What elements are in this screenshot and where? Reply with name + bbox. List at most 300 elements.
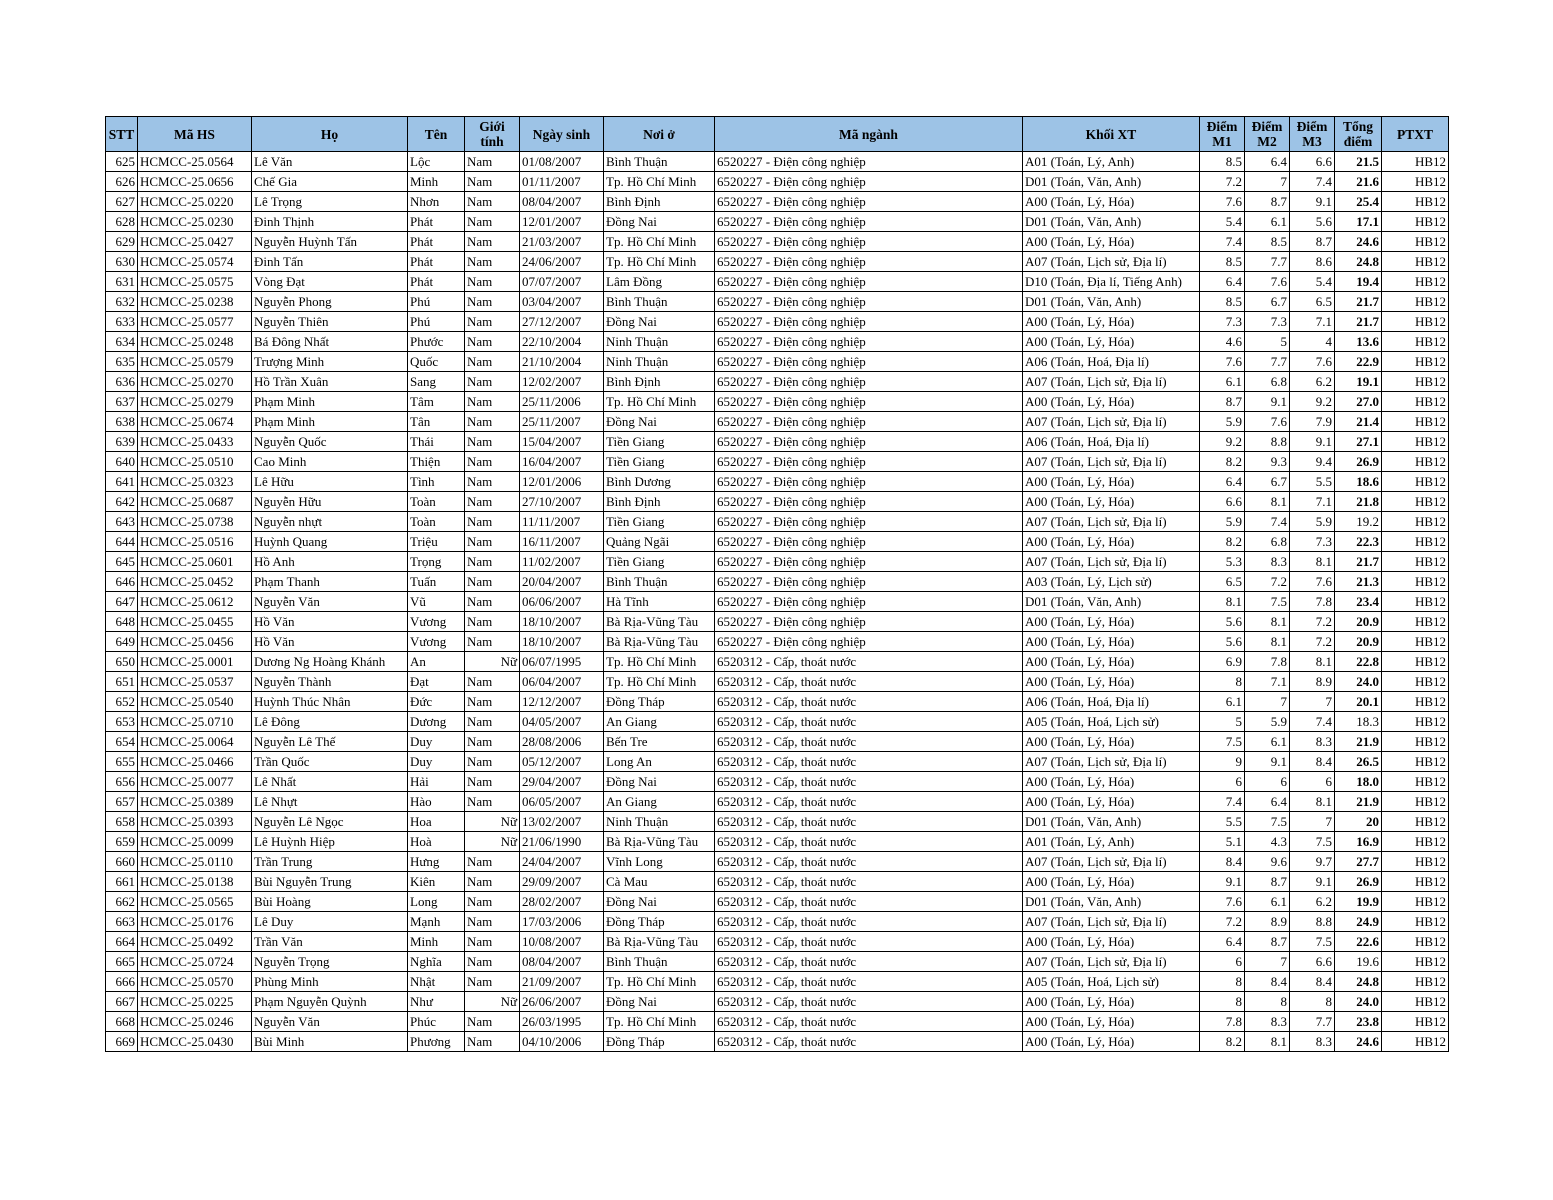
cell-diem-m3: 6.5 bbox=[1290, 292, 1335, 312]
cell-ten: Nhật bbox=[408, 972, 465, 992]
cell-ma-nganh: 6520312 - Cấp, thoát nước bbox=[715, 732, 1023, 752]
col-header-diem-m2: Điểm M2 bbox=[1245, 117, 1290, 152]
cell-tong-diem: 19.1 bbox=[1335, 372, 1382, 392]
table-row bbox=[106, 732, 1449, 752]
cell-ma-nganh: 6520227 - Điện công nghiệp bbox=[715, 632, 1023, 652]
cell-gioi-tinh: Nam bbox=[465, 672, 520, 692]
cell-gioi-tinh: Nam bbox=[465, 352, 520, 372]
cell-ho: Bùi Nguyễn Trung bbox=[252, 872, 408, 892]
cell-ho: Nguyễn Phong bbox=[252, 292, 408, 312]
cell-gioi-tinh: Nam bbox=[465, 172, 520, 192]
cell-stt: 634 bbox=[106, 332, 138, 352]
cell-ngay-sinh: 29/04/2007 bbox=[520, 772, 604, 792]
cell-noi-o: Bình Định bbox=[604, 372, 715, 392]
table-row bbox=[106, 352, 1449, 372]
table-row bbox=[106, 432, 1449, 452]
cell-ma-hs: HCMCC-25.0427 bbox=[138, 232, 252, 252]
cell-ptxt: HB12 bbox=[1382, 612, 1449, 632]
cell-ma-hs: HCMCC-25.0323 bbox=[138, 472, 252, 492]
cell-ma-nganh: 6520312 - Cấp, thoát nước bbox=[715, 852, 1023, 872]
cell-ten: Quốc bbox=[408, 352, 465, 372]
cell-ma-hs: HCMCC-25.0001 bbox=[138, 652, 252, 672]
cell-ptxt: HB12 bbox=[1382, 152, 1449, 172]
cell-ten: Hưng bbox=[408, 852, 465, 872]
cell-diem-m3: 8.6 bbox=[1290, 252, 1335, 272]
cell-diem-m1: 8.5 bbox=[1200, 252, 1245, 272]
cell-tong-diem: 24.0 bbox=[1335, 672, 1382, 692]
cell-ho: Vòng Đạt bbox=[252, 272, 408, 292]
cell-diem-m2: 8.3 bbox=[1245, 1012, 1290, 1032]
cell-diem-m2: 7.5 bbox=[1245, 812, 1290, 832]
cell-tong-diem: 26.9 bbox=[1335, 872, 1382, 892]
cell-ten: Hoà bbox=[408, 832, 465, 852]
cell-diem-m1: 6 bbox=[1200, 952, 1245, 972]
cell-diem-m2: 8.5 bbox=[1245, 232, 1290, 252]
cell-ma-hs: HCMCC-25.0674 bbox=[138, 412, 252, 432]
cell-diem-m1: 5.3 bbox=[1200, 552, 1245, 572]
table-row bbox=[106, 592, 1449, 612]
cell-gioi-tinh: Nam bbox=[465, 232, 520, 252]
cell-ten: Vũ bbox=[408, 592, 465, 612]
cell-diem-m2: 6.7 bbox=[1245, 472, 1290, 492]
cell-ma-hs: HCMCC-25.0176 bbox=[138, 912, 252, 932]
cell-khoi-xt: A00 (Toán, Lý, Hóa) bbox=[1023, 932, 1200, 952]
cell-khoi-xt: A07 (Toán, Lịch sử, Địa lí) bbox=[1023, 372, 1200, 392]
cell-gioi-tinh: Nam bbox=[465, 712, 520, 732]
table-row bbox=[106, 632, 1449, 652]
cell-ho: Nguyễn Quốc bbox=[252, 432, 408, 452]
cell-ma-hs: HCMCC-25.0687 bbox=[138, 492, 252, 512]
cell-stt: 643 bbox=[106, 512, 138, 532]
cell-ten: Đức bbox=[408, 692, 465, 712]
table-row bbox=[106, 752, 1449, 772]
cell-gioi-tinh: Nam bbox=[465, 612, 520, 632]
cell-diem-m3: 7.2 bbox=[1290, 632, 1335, 652]
cell-ngay-sinh: 21/06/1990 bbox=[520, 832, 604, 852]
cell-stt: 626 bbox=[106, 172, 138, 192]
cell-khoi-xt: A07 (Toán, Lịch sử, Địa lí) bbox=[1023, 252, 1200, 272]
cell-khoi-xt: A00 (Toán, Lý, Hóa) bbox=[1023, 392, 1200, 412]
cell-ptxt: HB12 bbox=[1382, 312, 1449, 332]
cell-ma-hs: HCMCC-25.0248 bbox=[138, 332, 252, 352]
cell-noi-o: Bà Rịa-Vũng Tàu bbox=[604, 832, 715, 852]
cell-ptxt: HB12 bbox=[1382, 872, 1449, 892]
cell-stt: 651 bbox=[106, 672, 138, 692]
table-row bbox=[106, 372, 1449, 392]
cell-khoi-xt: A00 (Toán, Lý, Hóa) bbox=[1023, 792, 1200, 812]
cell-ngay-sinh: 05/12/2007 bbox=[520, 752, 604, 772]
cell-stt: 631 bbox=[106, 272, 138, 292]
cell-diem-m3: 7.5 bbox=[1290, 932, 1335, 952]
cell-diem-m3: 7.6 bbox=[1290, 352, 1335, 372]
cell-diem-m1: 6.4 bbox=[1200, 272, 1245, 292]
cell-stt: 642 bbox=[106, 492, 138, 512]
cell-ptxt: HB12 bbox=[1382, 832, 1449, 852]
cell-tong-diem: 18.3 bbox=[1335, 712, 1382, 732]
cell-khoi-xt: A07 (Toán, Lịch sử, Địa lí) bbox=[1023, 452, 1200, 472]
table-row bbox=[106, 872, 1449, 892]
cell-gioi-tinh: Nam bbox=[465, 1012, 520, 1032]
cell-noi-o: Ninh Thuận bbox=[604, 352, 715, 372]
cell-diem-m1: 6.5 bbox=[1200, 572, 1245, 592]
cell-ho: Nguyễn Văn bbox=[252, 592, 408, 612]
cell-stt: 661 bbox=[106, 872, 138, 892]
cell-ma-hs: HCMCC-25.0601 bbox=[138, 552, 252, 572]
cell-ptxt: HB12 bbox=[1382, 632, 1449, 652]
cell-stt: 653 bbox=[106, 712, 138, 732]
cell-ma-nganh: 6520312 - Cấp, thoát nước bbox=[715, 792, 1023, 812]
cell-ptxt: HB12 bbox=[1382, 772, 1449, 792]
cell-diem-m1: 6 bbox=[1200, 772, 1245, 792]
cell-ma-hs: HCMCC-25.0565 bbox=[138, 892, 252, 912]
cell-diem-m3: 9.1 bbox=[1290, 872, 1335, 892]
cell-noi-o: Tp. Hồ Chí Minh bbox=[604, 972, 715, 992]
table-row bbox=[106, 312, 1449, 332]
cell-ma-hs: HCMCC-25.0238 bbox=[138, 292, 252, 312]
table-row bbox=[106, 1032, 1449, 1052]
cell-noi-o: Lâm Đồng bbox=[604, 272, 715, 292]
cell-khoi-xt: D01 (Toán, Văn, Anh) bbox=[1023, 892, 1200, 912]
cell-ho: Phùng Minh bbox=[252, 972, 408, 992]
cell-noi-o: Tiền Giang bbox=[604, 552, 715, 572]
cell-tong-diem: 16.9 bbox=[1335, 832, 1382, 852]
cell-ma-hs: HCMCC-25.0220 bbox=[138, 192, 252, 212]
cell-khoi-xt: A00 (Toán, Lý, Hóa) bbox=[1023, 772, 1200, 792]
cell-diem-m1: 4.6 bbox=[1200, 332, 1245, 352]
cell-noi-o: Đồng Nai bbox=[604, 772, 715, 792]
col-header-khoi-xt: Khối XT bbox=[1023, 117, 1200, 152]
cell-ten: Toàn bbox=[408, 512, 465, 532]
cell-gioi-tinh: Nam bbox=[465, 772, 520, 792]
cell-ma-nganh: 6520312 - Cấp, thoát nước bbox=[715, 772, 1023, 792]
cell-diem-m2: 7.8 bbox=[1245, 652, 1290, 672]
cell-stt: 669 bbox=[106, 1032, 138, 1052]
cell-khoi-xt: A07 (Toán, Lịch sử, Địa lí) bbox=[1023, 912, 1200, 932]
cell-ptxt: HB12 bbox=[1382, 892, 1449, 912]
cell-ho: Nguyễn Trọng bbox=[252, 952, 408, 972]
cell-diem-m1: 7.6 bbox=[1200, 352, 1245, 372]
cell-diem-m2: 8.7 bbox=[1245, 932, 1290, 952]
cell-stt: 640 bbox=[106, 452, 138, 472]
cell-gioi-tinh: Nam bbox=[465, 212, 520, 232]
cell-tong-diem: 27.7 bbox=[1335, 852, 1382, 872]
table-row bbox=[106, 452, 1449, 472]
cell-diem-m2: 9.6 bbox=[1245, 852, 1290, 872]
cell-khoi-xt: A00 (Toán, Lý, Hóa) bbox=[1023, 652, 1200, 672]
table-row bbox=[106, 612, 1449, 632]
cell-tong-diem: 23.4 bbox=[1335, 592, 1382, 612]
cell-ngay-sinh: 04/05/2007 bbox=[520, 712, 604, 732]
cell-gioi-tinh: Nam bbox=[465, 972, 520, 992]
cell-ma-nganh: 6520312 - Cấp, thoát nước bbox=[715, 752, 1023, 772]
cell-gioi-tinh: Nam bbox=[465, 592, 520, 612]
table-row bbox=[106, 292, 1449, 312]
cell-stt: 668 bbox=[106, 1012, 138, 1032]
cell-ho: Huỳnh Thúc Nhân bbox=[252, 692, 408, 712]
cell-ptxt: HB12 bbox=[1382, 172, 1449, 192]
cell-diem-m3: 7.4 bbox=[1290, 712, 1335, 732]
cell-diem-m1: 5.9 bbox=[1200, 512, 1245, 532]
table-row bbox=[106, 792, 1449, 812]
cell-diem-m1: 8.5 bbox=[1200, 292, 1245, 312]
cell-ptxt: HB12 bbox=[1382, 332, 1449, 352]
cell-ptxt: HB12 bbox=[1382, 552, 1449, 572]
cell-ma-nganh: 6520312 - Cấp, thoát nước bbox=[715, 872, 1023, 892]
cell-noi-o: Tp. Hồ Chí Minh bbox=[604, 672, 715, 692]
cell-noi-o: Bà Rịa-Vũng Tàu bbox=[604, 932, 715, 952]
cell-tong-diem: 13.6 bbox=[1335, 332, 1382, 352]
cell-tong-diem: 24.8 bbox=[1335, 972, 1382, 992]
cell-ho: Trần Quốc bbox=[252, 752, 408, 772]
cell-diem-m2: 6 bbox=[1245, 772, 1290, 792]
table-row bbox=[106, 692, 1449, 712]
cell-ho: Nguyễn nhựt bbox=[252, 512, 408, 532]
cell-ho: Hồ Anh bbox=[252, 552, 408, 572]
cell-gioi-tinh: Nam bbox=[465, 692, 520, 712]
cell-ho: Trần Văn bbox=[252, 932, 408, 952]
cell-diem-m1: 8.1 bbox=[1200, 592, 1245, 612]
cell-ma-nganh: 6520227 - Điện công nghiệp bbox=[715, 212, 1023, 232]
cell-diem-m3: 8.1 bbox=[1290, 652, 1335, 672]
col-header-diem-m3: Điểm M3 bbox=[1290, 117, 1335, 152]
cell-gioi-tinh: Nam bbox=[465, 452, 520, 472]
cell-diem-m3: 5.5 bbox=[1290, 472, 1335, 492]
cell-diem-m2: 8.1 bbox=[1245, 612, 1290, 632]
cell-ma-hs: HCMCC-25.0455 bbox=[138, 612, 252, 632]
table-row bbox=[106, 392, 1449, 412]
cell-stt: 644 bbox=[106, 532, 138, 552]
cell-khoi-xt: A05 (Toán, Hoá, Lịch sử) bbox=[1023, 972, 1200, 992]
cell-diem-m2: 9.3 bbox=[1245, 452, 1290, 472]
cell-gioi-tinh: Nam bbox=[465, 532, 520, 552]
cell-tong-diem: 22.8 bbox=[1335, 652, 1382, 672]
cell-khoi-xt: A05 (Toán, Hoá, Lịch sử) bbox=[1023, 712, 1200, 732]
cell-diem-m3: 8 bbox=[1290, 992, 1335, 1012]
cell-diem-m3: 7.3 bbox=[1290, 532, 1335, 552]
cell-ma-nganh: 6520227 - Điện công nghiệp bbox=[715, 272, 1023, 292]
cell-khoi-xt: A00 (Toán, Lý, Hóa) bbox=[1023, 312, 1200, 332]
cell-khoi-xt: A00 (Toán, Lý, Hóa) bbox=[1023, 872, 1200, 892]
cell-ten: Đạt bbox=[408, 672, 465, 692]
cell-ten: Như bbox=[408, 992, 465, 1012]
cell-ten: Hải bbox=[408, 772, 465, 792]
cell-diem-m2: 8.7 bbox=[1245, 872, 1290, 892]
cell-tong-diem: 21.9 bbox=[1335, 792, 1382, 812]
cell-diem-m2: 7.7 bbox=[1245, 252, 1290, 272]
cell-ma-hs: HCMCC-25.0064 bbox=[138, 732, 252, 752]
cell-ptxt: HB12 bbox=[1382, 272, 1449, 292]
cell-diem-m1: 8.4 bbox=[1200, 852, 1245, 872]
cell-ten: Lộc bbox=[408, 152, 465, 172]
cell-ho: Chế Gia bbox=[252, 172, 408, 192]
cell-ho: Lê Trọng bbox=[252, 192, 408, 212]
cell-diem-m3: 9.4 bbox=[1290, 452, 1335, 472]
cell-noi-o: Bình Dương bbox=[604, 472, 715, 492]
cell-diem-m2: 7.7 bbox=[1245, 352, 1290, 372]
cell-ngay-sinh: 11/02/2007 bbox=[520, 552, 604, 572]
cell-ma-hs: HCMCC-25.0452 bbox=[138, 572, 252, 592]
cell-ten: Minh bbox=[408, 172, 465, 192]
cell-ho: Nguyễn Hữu bbox=[252, 492, 408, 512]
cell-ngay-sinh: 18/10/2007 bbox=[520, 632, 604, 652]
cell-ngay-sinh: 06/05/2007 bbox=[520, 792, 604, 812]
cell-khoi-xt: A00 (Toán, Lý, Hóa) bbox=[1023, 232, 1200, 252]
cell-ma-hs: HCMCC-25.0537 bbox=[138, 672, 252, 692]
table-row bbox=[106, 192, 1449, 212]
cell-stt: 659 bbox=[106, 832, 138, 852]
cell-tong-diem: 20.9 bbox=[1335, 612, 1382, 632]
cell-ngay-sinh: 20/04/2007 bbox=[520, 572, 604, 592]
cell-khoi-xt: D01 (Toán, Văn, Anh) bbox=[1023, 292, 1200, 312]
cell-ten: An bbox=[408, 652, 465, 672]
cell-noi-o: Đồng Nai bbox=[604, 892, 715, 912]
cell-ten: Phú bbox=[408, 312, 465, 332]
cell-ho: Lê Nhựt bbox=[252, 792, 408, 812]
cell-stt: 667 bbox=[106, 992, 138, 1012]
cell-ngay-sinh: 04/10/2006 bbox=[520, 1032, 604, 1052]
cell-diem-m3: 8.4 bbox=[1290, 752, 1335, 772]
cell-stt: 655 bbox=[106, 752, 138, 772]
cell-tong-diem: 19.6 bbox=[1335, 952, 1382, 972]
col-header-ma-nganh: Mã ngành bbox=[715, 117, 1023, 152]
cell-ho: Nguyễn Lê Ngọc bbox=[252, 812, 408, 832]
cell-diem-m2: 7.6 bbox=[1245, 412, 1290, 432]
cell-gioi-tinh: Nam bbox=[465, 332, 520, 352]
cell-gioi-tinh: Nam bbox=[465, 412, 520, 432]
cell-ma-nganh: 6520227 - Điện công nghiệp bbox=[715, 412, 1023, 432]
col-header-ma-hs: Mã HS bbox=[138, 117, 252, 152]
cell-ho: Phạm Thanh bbox=[252, 572, 408, 592]
cell-stt: 632 bbox=[106, 292, 138, 312]
cell-diem-m2: 8.8 bbox=[1245, 432, 1290, 452]
cell-ptxt: HB12 bbox=[1382, 932, 1449, 952]
cell-stt: 656 bbox=[106, 772, 138, 792]
cell-diem-m3: 8.8 bbox=[1290, 912, 1335, 932]
cell-diem-m3: 6.2 bbox=[1290, 892, 1335, 912]
cell-ten: Dương bbox=[408, 712, 465, 732]
cell-ho: Phạm Minh bbox=[252, 392, 408, 412]
cell-tong-diem: 17.1 bbox=[1335, 212, 1382, 232]
cell-gioi-tinh: Nam bbox=[465, 792, 520, 812]
cell-diem-m3: 5.6 bbox=[1290, 212, 1335, 232]
cell-ho: Dương Ng Hoàng Khánh bbox=[252, 652, 408, 672]
cell-diem-m2: 8.3 bbox=[1245, 552, 1290, 572]
cell-ngay-sinh: 26/03/1995 bbox=[520, 1012, 604, 1032]
cell-ho: Bùi Minh bbox=[252, 1032, 408, 1052]
cell-diem-m3: 6.6 bbox=[1290, 152, 1335, 172]
cell-stt: 646 bbox=[106, 572, 138, 592]
cell-gioi-tinh: Nam bbox=[465, 392, 520, 412]
cell-diem-m3: 7.9 bbox=[1290, 412, 1335, 432]
cell-stt: 660 bbox=[106, 852, 138, 872]
cell-tong-diem: 24.6 bbox=[1335, 232, 1382, 252]
cell-noi-o: Tp. Hồ Chí Minh bbox=[604, 252, 715, 272]
cell-diem-m2: 7 bbox=[1245, 692, 1290, 712]
cell-diem-m3: 9.7 bbox=[1290, 852, 1335, 872]
cell-ten: Nghĩa bbox=[408, 952, 465, 972]
cell-gioi-tinh: Nam bbox=[465, 372, 520, 392]
cell-gioi-tinh: Nữ bbox=[465, 832, 520, 852]
cell-diem-m2: 7.4 bbox=[1245, 512, 1290, 532]
cell-ma-hs: HCMCC-25.0246 bbox=[138, 1012, 252, 1032]
cell-ma-nganh: 6520227 - Điện công nghiệp bbox=[715, 312, 1023, 332]
col-header-ngay-sinh: Ngày sinh bbox=[520, 117, 604, 152]
cell-ma-nganh: 6520227 - Điện công nghiệp bbox=[715, 532, 1023, 552]
cell-ngay-sinh: 29/09/2007 bbox=[520, 872, 604, 892]
cell-ten: Sang bbox=[408, 372, 465, 392]
cell-stt: 666 bbox=[106, 972, 138, 992]
cell-ngay-sinh: 18/10/2007 bbox=[520, 612, 604, 632]
cell-ptxt: HB12 bbox=[1382, 692, 1449, 712]
cell-gioi-tinh: Nam bbox=[465, 912, 520, 932]
cell-stt: 641 bbox=[106, 472, 138, 492]
cell-diem-m1: 7.5 bbox=[1200, 732, 1245, 752]
cell-noi-o: Hà Tĩnh bbox=[604, 592, 715, 612]
cell-diem-m2: 8.7 bbox=[1245, 192, 1290, 212]
cell-ho: Trần Trung bbox=[252, 852, 408, 872]
cell-ngay-sinh: 08/04/2007 bbox=[520, 952, 604, 972]
cell-noi-o: Bình Thuận bbox=[604, 952, 715, 972]
table-row bbox=[106, 572, 1449, 592]
cell-diem-m1: 7.2 bbox=[1200, 912, 1245, 932]
cell-gioi-tinh: Nam bbox=[465, 872, 520, 892]
cell-stt: 630 bbox=[106, 252, 138, 272]
cell-ma-nganh: 6520312 - Cấp, thoát nước bbox=[715, 952, 1023, 972]
cell-ma-hs: HCMCC-25.0430 bbox=[138, 1032, 252, 1052]
cell-gioi-tinh: Nam bbox=[465, 152, 520, 172]
cell-ten: Nhơn bbox=[408, 192, 465, 212]
table-row bbox=[106, 652, 1449, 672]
cell-ho: Nguyễn Thiên bbox=[252, 312, 408, 332]
cell-ma-nganh: 6520227 - Điện công nghiệp bbox=[715, 432, 1023, 452]
table-row bbox=[106, 472, 1449, 492]
cell-diem-m1: 8.2 bbox=[1200, 452, 1245, 472]
cell-ho: Phạm Minh bbox=[252, 412, 408, 432]
cell-diem-m2: 6.7 bbox=[1245, 292, 1290, 312]
cell-ptxt: HB12 bbox=[1382, 652, 1449, 672]
cell-ptxt: HB12 bbox=[1382, 472, 1449, 492]
col-header-gioi-tinh: Giới tính bbox=[465, 117, 520, 152]
cell-gioi-tinh: Nam bbox=[465, 252, 520, 272]
cell-noi-o: Đồng Nai bbox=[604, 412, 715, 432]
cell-diem-m2: 7.3 bbox=[1245, 312, 1290, 332]
cell-ngay-sinh: 01/08/2007 bbox=[520, 152, 604, 172]
cell-ho: Huỳnh Quang bbox=[252, 532, 408, 552]
cell-diem-m2: 7.2 bbox=[1245, 572, 1290, 592]
table-row bbox=[106, 972, 1449, 992]
cell-noi-o: Cà Mau bbox=[604, 872, 715, 892]
cell-diem-m1: 8.5 bbox=[1200, 152, 1245, 172]
cell-diem-m3: 6.6 bbox=[1290, 952, 1335, 972]
cell-noi-o: Bà Rịa-Vũng Tàu bbox=[604, 632, 715, 652]
cell-ngay-sinh: 28/08/2006 bbox=[520, 732, 604, 752]
cell-ptxt: HB12 bbox=[1382, 592, 1449, 612]
cell-diem-m2: 8.4 bbox=[1245, 972, 1290, 992]
col-header-stt: STT bbox=[106, 117, 138, 152]
header-row bbox=[106, 117, 1449, 152]
cell-ten: Phát bbox=[408, 232, 465, 252]
cell-ptxt: HB12 bbox=[1382, 352, 1449, 372]
cell-stt: 637 bbox=[106, 392, 138, 412]
cell-noi-o: Tp. Hồ Chí Minh bbox=[604, 172, 715, 192]
cell-ma-nganh: 6520227 - Điện công nghiệp bbox=[715, 372, 1023, 392]
cell-ten: Duy bbox=[408, 752, 465, 772]
cell-ptxt: HB12 bbox=[1382, 712, 1449, 732]
cell-ma-hs: HCMCC-25.0510 bbox=[138, 452, 252, 472]
cell-ptxt: HB12 bbox=[1382, 572, 1449, 592]
cell-noi-o: Bến Tre bbox=[604, 732, 715, 752]
cell-ma-hs: HCMCC-25.0230 bbox=[138, 212, 252, 232]
